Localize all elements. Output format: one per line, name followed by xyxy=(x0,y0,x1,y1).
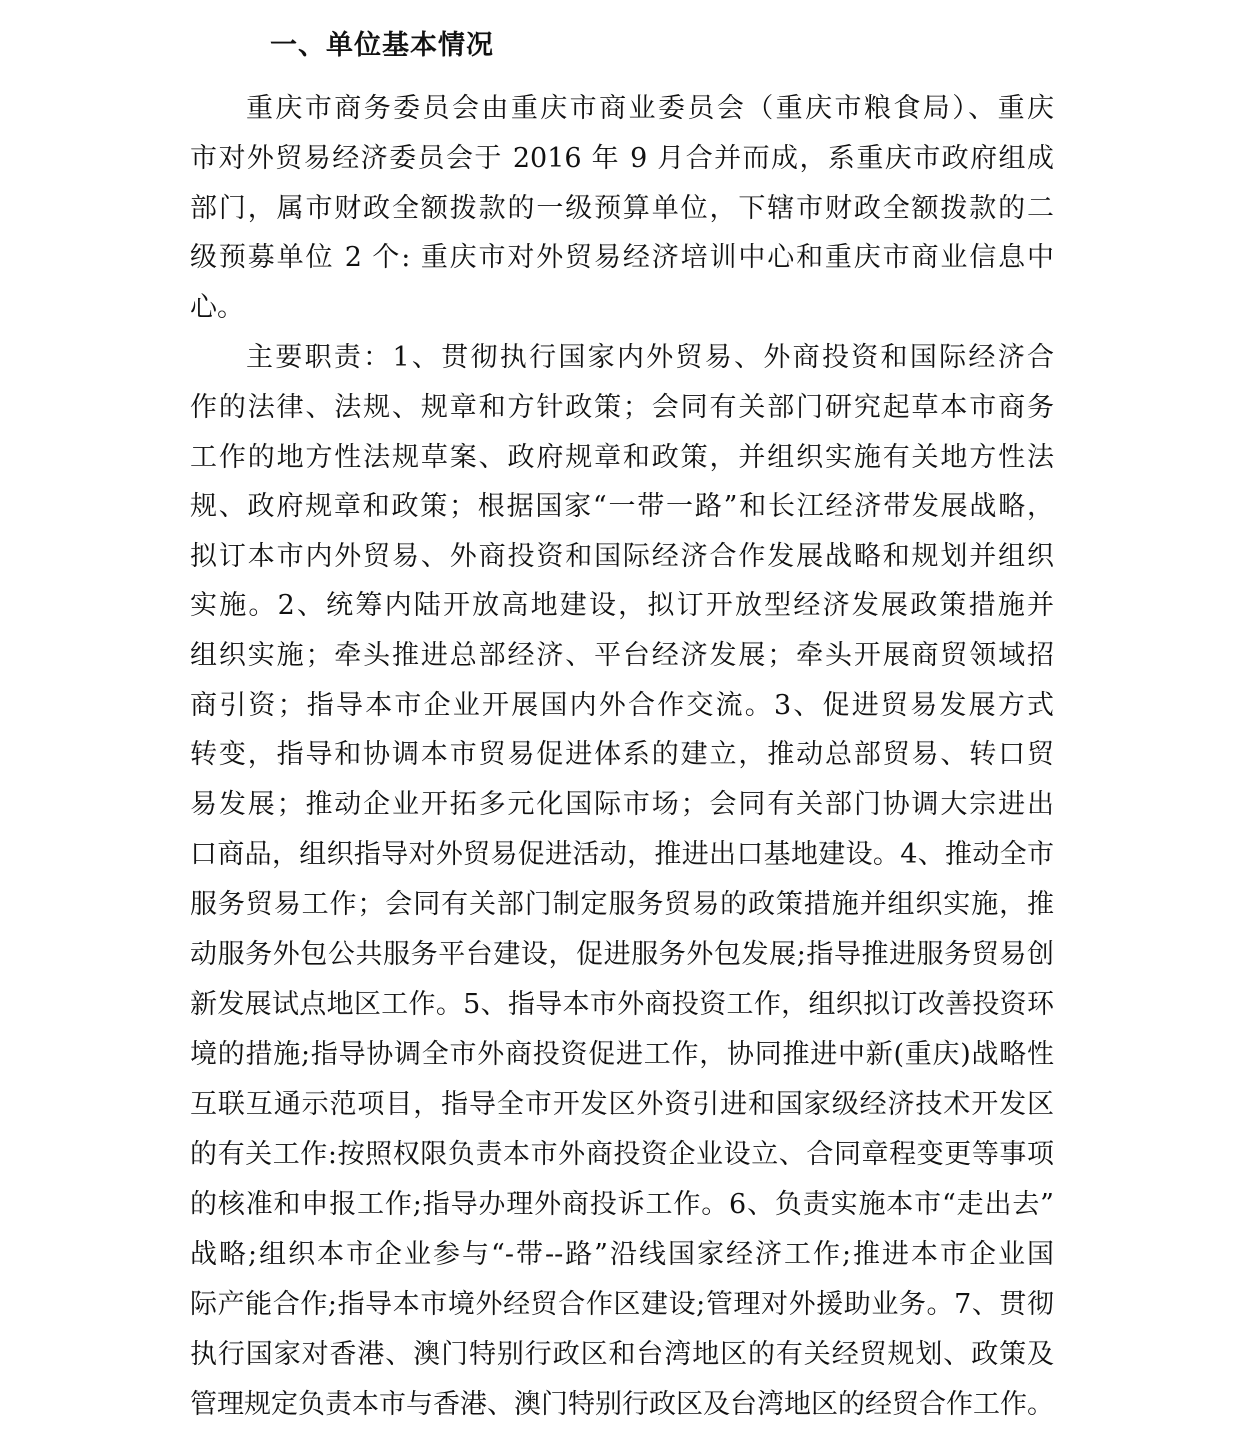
text-line: 重庆市商务委员会由重庆市商业委员会（重庆市粮食局）、重庆 xyxy=(246,93,1054,124)
text-line: 主要职责：1、贯彻执行国家内外贸易、外商投资和国际经济合 xyxy=(246,342,1054,373)
text-line: 拟订本市内外贸易、外商投资和国际经济合作发展战略和规划并组织 xyxy=(190,541,1054,572)
text-line: 组织实施；牵头推进总部经济、平台经济发展；牵头开展商贸领域招 xyxy=(190,640,1054,671)
text-line: 口商品，组织指导对外贸易促进活动，推进出口基地建设。4、推动全市 xyxy=(190,839,1054,870)
text-line: 商引资；指导本市企业开展国内外合作交流。3、促进贸易发展方式 xyxy=(190,690,1054,721)
text-line: 作的法律、法规、规章和方针政策；会同有关部门研究起草本市商务 xyxy=(190,392,1054,423)
text-line: 新发展试点地区工作。5、指导本市外商投资工作，组织拟订改善投资环 xyxy=(190,989,1054,1020)
text-line: 境的措施;指导协调全市外商投资促进工作，协同推进中新(重庆)战略性 xyxy=(190,1039,1054,1070)
text-line: 动服务外包公共服务平台建设，促进服务外包发展;指导推进服务贸易创 xyxy=(190,939,1054,970)
text-line: 规、政府规章和政策；根据国家“一带一路”和长江经济带发展战略， xyxy=(190,491,1054,522)
text-line: 易发展；推动企业开拓多元化国际市场；会同有关部门协调大宗进出 xyxy=(190,789,1054,820)
text-line: 心。 xyxy=(190,292,244,323)
text-line: 管理规定负责本市与香港、澳门特别行政区及台湾地区的经贸合作工作。 xyxy=(190,1389,1054,1420)
text-line: 互联互通示范项目，指导全市开发区外资引进和国家级经济技术开发区 xyxy=(190,1089,1054,1120)
text-line: 部门，属市财政全额拨款的一级预算单位，下辖市财政全额拨款的二 xyxy=(190,193,1054,224)
text-line: 级预募单位 2 个: 重庆市对外贸易经济培训中心和重庆市商业信息中 xyxy=(190,242,1054,273)
text-line: 的核准和申报工作;指导办理外商投诉工作。6、负责实施本市“走出去” xyxy=(190,1189,1054,1220)
text-line: 工作的地方性法规草案、政府规章和政策，并组织实施有关地方性法 xyxy=(190,442,1054,473)
text-line: 转变，指导和协调本市贸易促进体系的建立，推动总部贸易、转口贸 xyxy=(190,739,1054,770)
text-line: 战略;组织本市企业参与“-带--路”沿线国家经济工作;推进本市企业国 xyxy=(190,1239,1054,1270)
text-line: 服务贸易工作；会同有关部门制定服务贸易的政策措施并组织实施，推 xyxy=(190,889,1054,920)
text-line: 市对外贸易经济委员会于 2016 年 9 月合并而成，系重庆市政府组成 xyxy=(190,143,1054,174)
section-heading: 一、单位基本情况 xyxy=(270,30,494,61)
text-line: 际产能合作;指导本市境外经贸合作区建设;管理对外援助业务。7、贯彻 xyxy=(190,1289,1054,1320)
text-line: 的有关工作:按照权限负责本市外商投资企业设立、合同章程变更等事项 xyxy=(190,1139,1054,1170)
text-line: 执行国家对香港、澳门特别行政区和台湾地区的有关经贸规划、政策及 xyxy=(190,1339,1054,1370)
text-line: 实施。2、统筹内陆开放高地建设，拟订开放型经济发展政策措施并 xyxy=(190,590,1054,621)
